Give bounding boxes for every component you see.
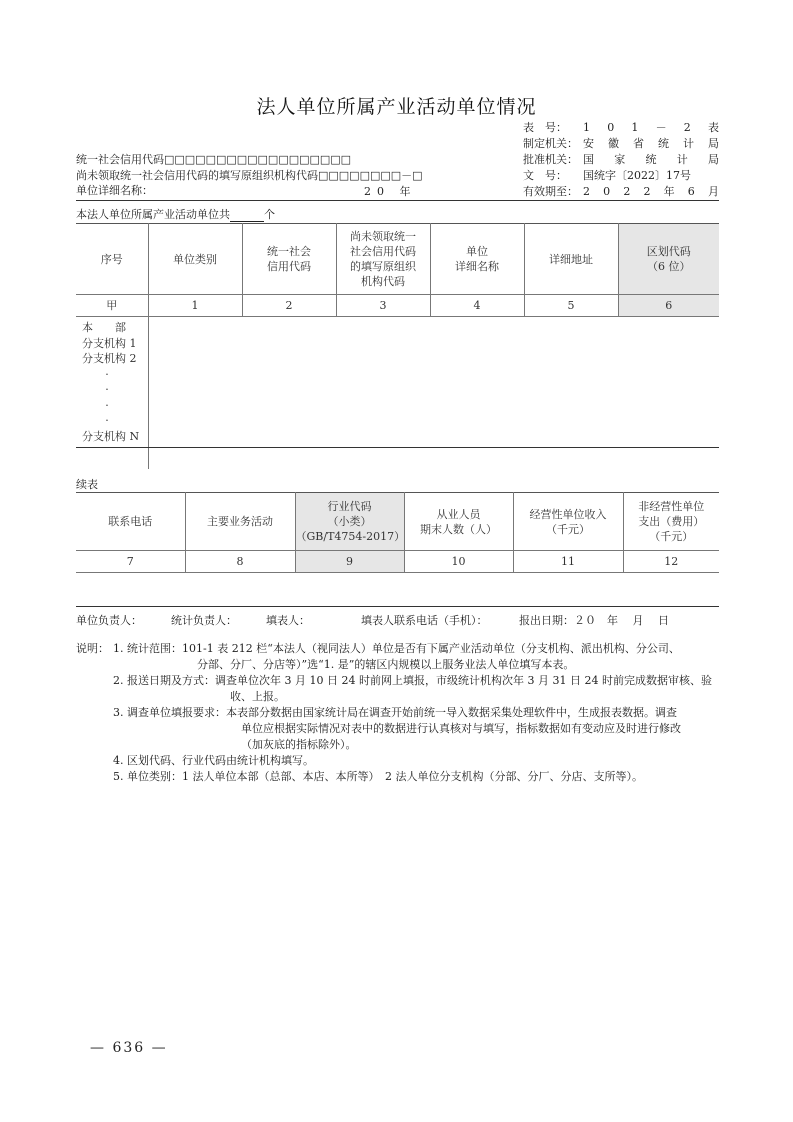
note-text: 1 法人单位本部（总部、本店、本所等） 2 法人单位分支机构（分部、分厂、分店、支所等）。: [182, 770, 643, 783]
meta-char: 2: [623, 185, 631, 198]
column-header: 经营性单位收入 （千元）: [513, 493, 623, 551]
note-label: 调查单位填报要求：: [127, 706, 226, 719]
table-header-row: [76, 224, 719, 295]
stat-head-label: 统计负责人：: [171, 614, 237, 627]
meta-char: 安: [583, 137, 594, 150]
note-text: 本表部分数据由国家统计局在调查开始前统一导入数据采集处理软件中，生成报表数据。调查: [226, 706, 677, 719]
row-label: 分支机构 1: [82, 336, 137, 350]
signature-divider: [76, 606, 719, 607]
column-number: 6: [618, 295, 719, 317]
org-code-field[interactable]: [76, 168, 423, 184]
row-labels-cell: [76, 317, 148, 469]
meta-row: [523, 152, 719, 168]
column-header: 统一社会 信用代码: [242, 224, 336, 295]
note-item: [76, 769, 726, 785]
notes-spacer: [76, 673, 113, 705]
column-number: 8: [185, 551, 295, 573]
column-header: 联系电话: [76, 493, 185, 551]
note-text: 分部、分厂、分店等）”选“1. 是”的辖区内规模以上服务业法人单位填写本表。: [197, 658, 575, 671]
column-number: 7: [76, 551, 185, 573]
filler-label: 填表人：: [266, 614, 310, 627]
note-body: [113, 705, 726, 753]
column-header: 非经营性单位 支出（费用） （千元）: [623, 493, 719, 551]
column-header: 序号: [76, 224, 148, 295]
table1-bottom-rule: [76, 447, 719, 448]
column-number: 12: [623, 551, 719, 573]
signature-row: [76, 612, 719, 628]
meta-row: [523, 120, 719, 136]
meta-char: －: [655, 121, 667, 134]
page-title: 法人单位所属产业活动单位情况: [256, 96, 537, 118]
meta-char: 2: [583, 185, 590, 198]
meta-key: 制定机关：: [523, 137, 578, 150]
note-item: [76, 705, 726, 753]
note-body: [113, 769, 726, 785]
meta-char: 表: [707, 121, 719, 134]
meta-char: 2: [683, 121, 691, 134]
report-date-label: 报出日期：２０ 年 月 日: [519, 614, 669, 627]
note-number: 5.: [113, 770, 127, 783]
notes-prefix: 说明：: [76, 642, 109, 655]
meta-key: 文 号：: [523, 169, 567, 182]
column-header: 详细地址: [524, 224, 618, 295]
note-item: [76, 753, 726, 769]
org-code-label: 尚未领取统一社会信用代码的填写原组织机构代码: [76, 168, 318, 182]
data-cell[interactable]: [148, 317, 719, 469]
meta-row: [523, 168, 719, 184]
ellipsis-dot: ·: [105, 383, 109, 396]
year-mark: 20 年: [364, 185, 417, 198]
column-number: 11: [513, 551, 623, 573]
note-label: 统计范围：: [127, 642, 182, 655]
ellipsis-dot: ·: [105, 367, 109, 381]
row-label: 分支机构 N: [82, 429, 140, 443]
notes-section: [76, 641, 726, 785]
meta-char: 省: [633, 137, 644, 150]
note-text: （加灰底的指标除外）。: [241, 738, 357, 751]
note-number: 4.: [113, 754, 127, 767]
table-body-row: [76, 317, 719, 469]
column-number-row: [76, 551, 719, 573]
note-line: [113, 657, 726, 673]
meta-char: 计: [676, 153, 688, 166]
column-number: 2: [242, 295, 336, 317]
column-header: 从业人员 期末人数（人）: [404, 493, 513, 551]
column-number-row: [76, 295, 719, 317]
ellipsis-dot: ·: [105, 398, 109, 412]
meta-char: 2: [643, 185, 651, 198]
meta-value: [583, 168, 719, 184]
meta-char: 1: [583, 121, 590, 134]
count-suffix: 个: [264, 208, 275, 221]
credit-code-boxes[interactable]: □□□□□□□□□□□□□□□□□□: [164, 153, 352, 166]
note-text: 101-1 表 212 栏“本法人（视同法人）单位是否有下属产业活动单位（分支机构、派出机构、分公司、: [182, 642, 680, 655]
meta-key: 批准机关：: [523, 153, 578, 166]
unit-count-input[interactable]: [230, 210, 264, 222]
note-number: 2.: [113, 674, 127, 687]
note-number: 3.: [113, 706, 127, 719]
column-header: 尚未领取统一 社会信用代码 的填写原组织 机构代码: [336, 224, 430, 295]
meta-char: 徽: [608, 137, 619, 150]
column-header: 单位类别: [148, 224, 242, 295]
meta-key: 表 号：: [523, 121, 567, 134]
ellipsis-dot: ·: [105, 414, 109, 427]
column-header: 单位 详细名称: [430, 224, 524, 295]
column-header: 行业代码 （小类） （GB/T4754-2017）: [295, 493, 404, 551]
units-table: [76, 223, 719, 469]
meta-char: 国统字〔2022〕17号: [583, 169, 691, 182]
meta-char: 局: [708, 137, 719, 150]
note-item: [76, 673, 726, 705]
column-header: 区划代码 （6 位）: [618, 224, 719, 295]
filler-phone-label: 填表人联系电话（手机）：: [361, 614, 488, 627]
note-line: [113, 673, 726, 689]
form-metadata: [523, 120, 719, 200]
note-body: [113, 753, 726, 769]
meta-char: 局: [708, 153, 719, 166]
note-body: [113, 641, 726, 673]
meta-char: 年: [663, 185, 675, 198]
meta-char: 国: [583, 153, 594, 166]
meta-char: 0: [603, 185, 611, 198]
meta-char: 统: [645, 153, 657, 166]
row-label: 本 部: [82, 321, 126, 334]
note-text: 调查单位次年 3 月 10 日 24 时前网上填报，市级统计机构次年 3 月 31 日 24 时前完成数据审核、验: [215, 674, 712, 687]
meta-char: 家: [614, 153, 626, 166]
meta-char: 月: [707, 185, 719, 198]
column-number: 10: [404, 551, 513, 573]
meta-char: 统: [658, 137, 669, 150]
credit-code-label: 统一社会信用代码: [76, 153, 164, 166]
meta-value: [583, 136, 719, 152]
meta-row: [523, 184, 719, 200]
column-number: 1: [148, 295, 242, 317]
note-item: [76, 641, 726, 673]
page-number: — 636 —: [90, 1040, 168, 1056]
continued-table: [76, 492, 719, 573]
column-number: 甲: [76, 295, 148, 317]
notes-spacer: [76, 705, 113, 753]
note-line: [113, 721, 726, 737]
meta-char: 0: [607, 121, 615, 134]
notes-spacer: [76, 753, 113, 769]
note-line: [113, 753, 726, 769]
meta-row: [523, 136, 719, 152]
table-header-row: [76, 493, 719, 551]
note-line: [113, 689, 726, 705]
note-line: [113, 641, 726, 657]
note-line: [113, 769, 726, 785]
row-label: 分支机构 2: [82, 352, 137, 365]
meta-value: [583, 152, 719, 168]
column-number: 9: [295, 551, 404, 573]
note-label: 报送日期及方式：: [127, 674, 215, 687]
note-body: [113, 673, 726, 705]
note-line: [113, 705, 726, 721]
meta-char: 1: [631, 121, 639, 134]
continued-label: 续表: [76, 478, 98, 491]
unit-head-label: 单位负责人：: [76, 614, 142, 627]
column-number: 3: [336, 295, 430, 317]
meta-value: [583, 184, 719, 200]
meta-char: 计: [683, 137, 694, 150]
note-number: 1.: [113, 642, 127, 655]
note-line: [113, 737, 726, 753]
unit-name-label: 单位详细名称：: [76, 184, 153, 197]
note-text: 收、上报。: [230, 690, 285, 703]
count-prefix: 本法人单位所属产业活动单位共: [76, 208, 230, 221]
unit-count-line: [76, 206, 275, 222]
meta-key: 有效期至：: [523, 185, 578, 198]
meta-value: [583, 120, 719, 136]
column-number: 4: [430, 295, 524, 317]
column-header: 主要业务活动: [185, 493, 295, 551]
column-number: 5: [524, 295, 618, 317]
org-code-boxes[interactable]: □□□□□□□□－□: [318, 168, 423, 182]
notes-spacer: [76, 769, 113, 785]
meta-char: 6: [687, 185, 695, 198]
note-text: 区划代码、行业代码由统计机构填写。: [127, 754, 314, 767]
note-text: 单位应根据实际情况对表中的数据进行认真核对与填写，指标数据如有变动应及时进行修改: [241, 722, 681, 735]
credit-code-field[interactable]: [76, 152, 423, 168]
header-divider: [76, 200, 719, 201]
note-label: 单位类别：: [127, 770, 182, 783]
